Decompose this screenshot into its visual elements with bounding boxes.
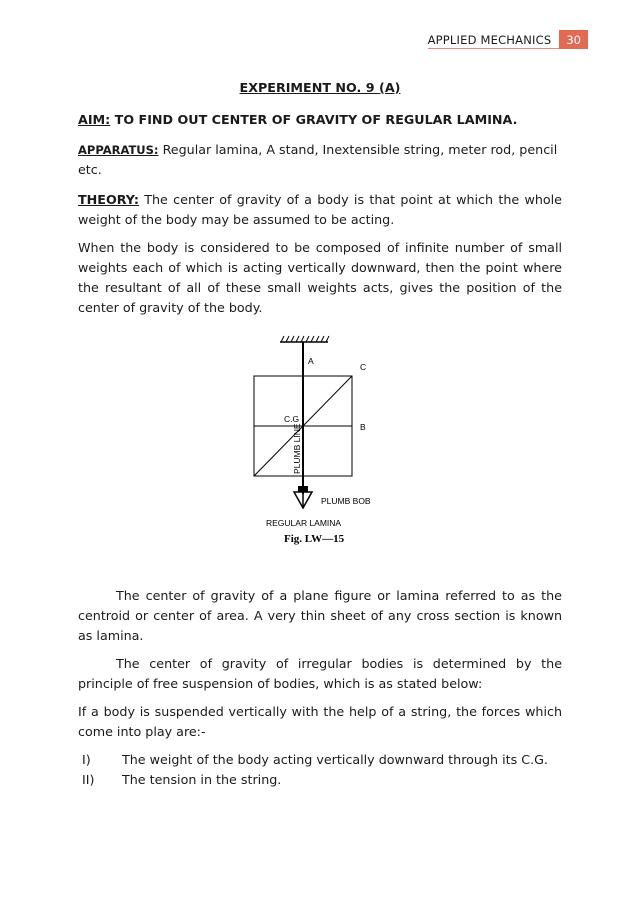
list-number: II) xyxy=(82,772,95,787)
label-cg: C.G xyxy=(284,414,300,424)
label-plumb-bob: PLUMB BOB xyxy=(321,496,371,506)
paragraph-1: When the body is considered to be composed of infinite number of small weights each of which is acting vertically downward, then the point where the resultant of all of these small weights acts, gives the position of the center of gravity of the body. xyxy=(78,240,562,315)
plumb-bob-top xyxy=(298,486,308,492)
header-title: APPLIED MECHANICS xyxy=(428,30,560,49)
figure-caption: Fig. LW—15 xyxy=(284,533,345,545)
paragraph-3: The center of gravity of irregular bodies is determined by the principle of free suspension of bodies, which is as stated below: xyxy=(78,656,562,691)
ceiling-hatch xyxy=(281,336,329,342)
list-item xyxy=(78,750,562,770)
theory-text: The center of gravity of a body is that point at which the whole weight of the body may be assumed to be acting. xyxy=(78,192,562,227)
figure-regular-lamina xyxy=(78,326,562,586)
label-c: C xyxy=(360,362,367,372)
paragraph-2: The center of gravity of a plane figure or lamina referred to as the centroid or center of area. A very thin sheet of any cross section is known as lamina. xyxy=(78,588,562,643)
apparatus-label: APPARATUS: xyxy=(78,143,159,157)
paragraph-4: If a body is suspended vertically with the help of a string, the forces which come into play are:- xyxy=(78,704,562,739)
page-number: 30 xyxy=(559,30,588,49)
lamina-diagram xyxy=(78,326,562,586)
list-text: The tension in the string. xyxy=(122,772,282,787)
label-regular-lamina: REGULAR LAMINA xyxy=(266,518,342,528)
label-b: B xyxy=(360,422,366,432)
theory-paragraph xyxy=(78,190,562,230)
list-item xyxy=(78,770,562,790)
theory-label: THEORY: xyxy=(78,192,139,207)
list-number: I) xyxy=(82,752,91,767)
aim-text: TO FIND OUT CENTER OF GRAVITY OF REGULAR LAMINA. xyxy=(110,112,518,127)
document-body xyxy=(78,78,562,790)
experiment-title: EXPERIMENT NO. 9 (A) xyxy=(239,80,401,95)
label-plumb-line: PLUMB LINE xyxy=(292,423,302,474)
apparatus-line xyxy=(78,140,562,180)
apparatus-text: Regular lamina, A stand, Inextensible string, meter rod, pencil etc. xyxy=(78,142,558,177)
aim-line xyxy=(78,110,562,130)
page-header xyxy=(428,30,588,49)
label-a: A xyxy=(308,356,314,366)
aim-label: AIM: xyxy=(78,112,111,127)
list-text: The weight of the body acting vertically downward through its C.G. xyxy=(122,752,548,767)
